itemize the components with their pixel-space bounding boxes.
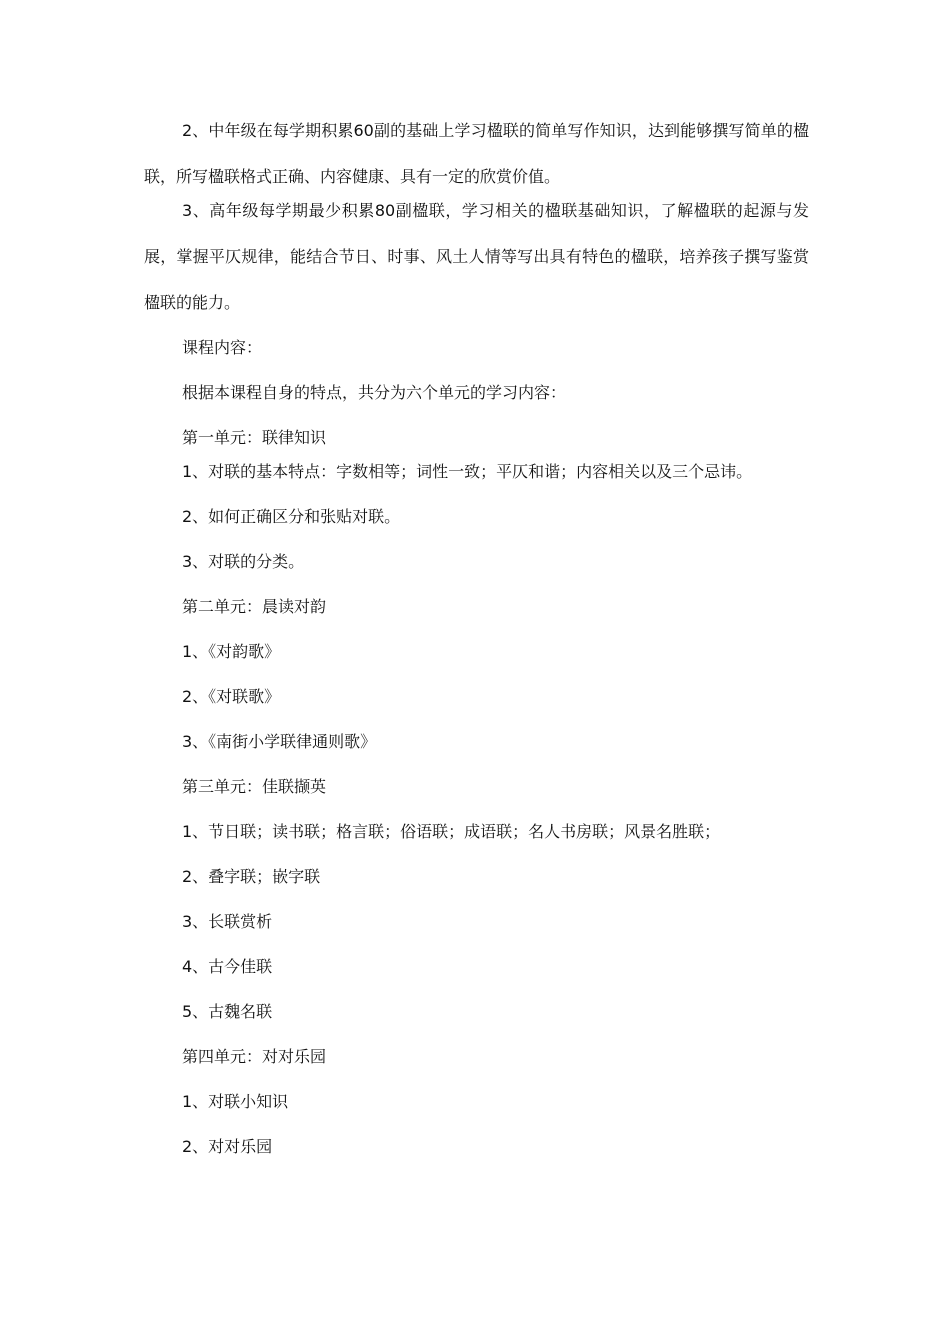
- list-item-unit2-3: 3、《南街小学联律通则歌》: [182, 732, 377, 751]
- list-item-unit3-5: 5、古魏名联: [182, 1002, 273, 1021]
- document-body: [144, 120, 809, 1170]
- paragraph-middle-grade-goal: 2、中年级在每学期积累60副的基础上学习楹联的简单写作知识，达到能够撰写简单的楹联，所写楹联格式正确、内容健康、具有一定的欣赏价值。: [144, 121, 809, 186]
- list-item-unit2-2: 2、《对联歌》: [182, 687, 281, 706]
- list-item-unit2-1: 1、《对韵歌》: [182, 642, 281, 661]
- list-item-unit3-3: 3、长联赏析: [182, 912, 273, 931]
- heading-unit-1: 第一单元：联律知识: [182, 428, 327, 447]
- list-item-unit1-1: 1、对联的基本特点：字数相等；词性一致；平仄和谐；内容相关以及三个忌讳。: [182, 462, 753, 481]
- heading-course-content: 课程内容：: [182, 338, 263, 357]
- list-item-unit4-2: 2、对对乐园: [182, 1137, 273, 1156]
- paragraph-upper-grade-goal: 3、高年级每学期最少积累80副楹联，学习相关的楹联基础知识，了解楹联的起源与发展，掌握平仄规律，能结合节日、时事、风土人情等写出具有特色的楹联，培养孩子撰写鉴赏楹联的能力。: [144, 201, 809, 312]
- list-item-unit3-1: 1、节日联；读书联；格言联；俗语联；成语联；名人书房联；风景名胜联；: [182, 822, 721, 841]
- list-item-unit4-1: 1、对联小知识: [182, 1092, 289, 1111]
- heading-unit-2: 第二单元：晨读对韵: [182, 597, 327, 616]
- list-item-unit3-4: 4、古今佳联: [182, 957, 273, 976]
- list-item-unit3-2: 2、叠字联；嵌字联: [182, 867, 321, 886]
- list-item-unit1-3: 3、对联的分类。: [182, 552, 305, 571]
- list-item-unit1-2: 2、如何正确区分和张贴对联。: [182, 507, 401, 526]
- heading-unit-3: 第三单元：佳联撷英: [182, 777, 327, 796]
- heading-unit-4: 第四单元：对对乐园: [182, 1047, 327, 1066]
- paragraph-course-overview: 根据本课程自身的特点，共分为六个单元的学习内容：: [182, 383, 567, 402]
